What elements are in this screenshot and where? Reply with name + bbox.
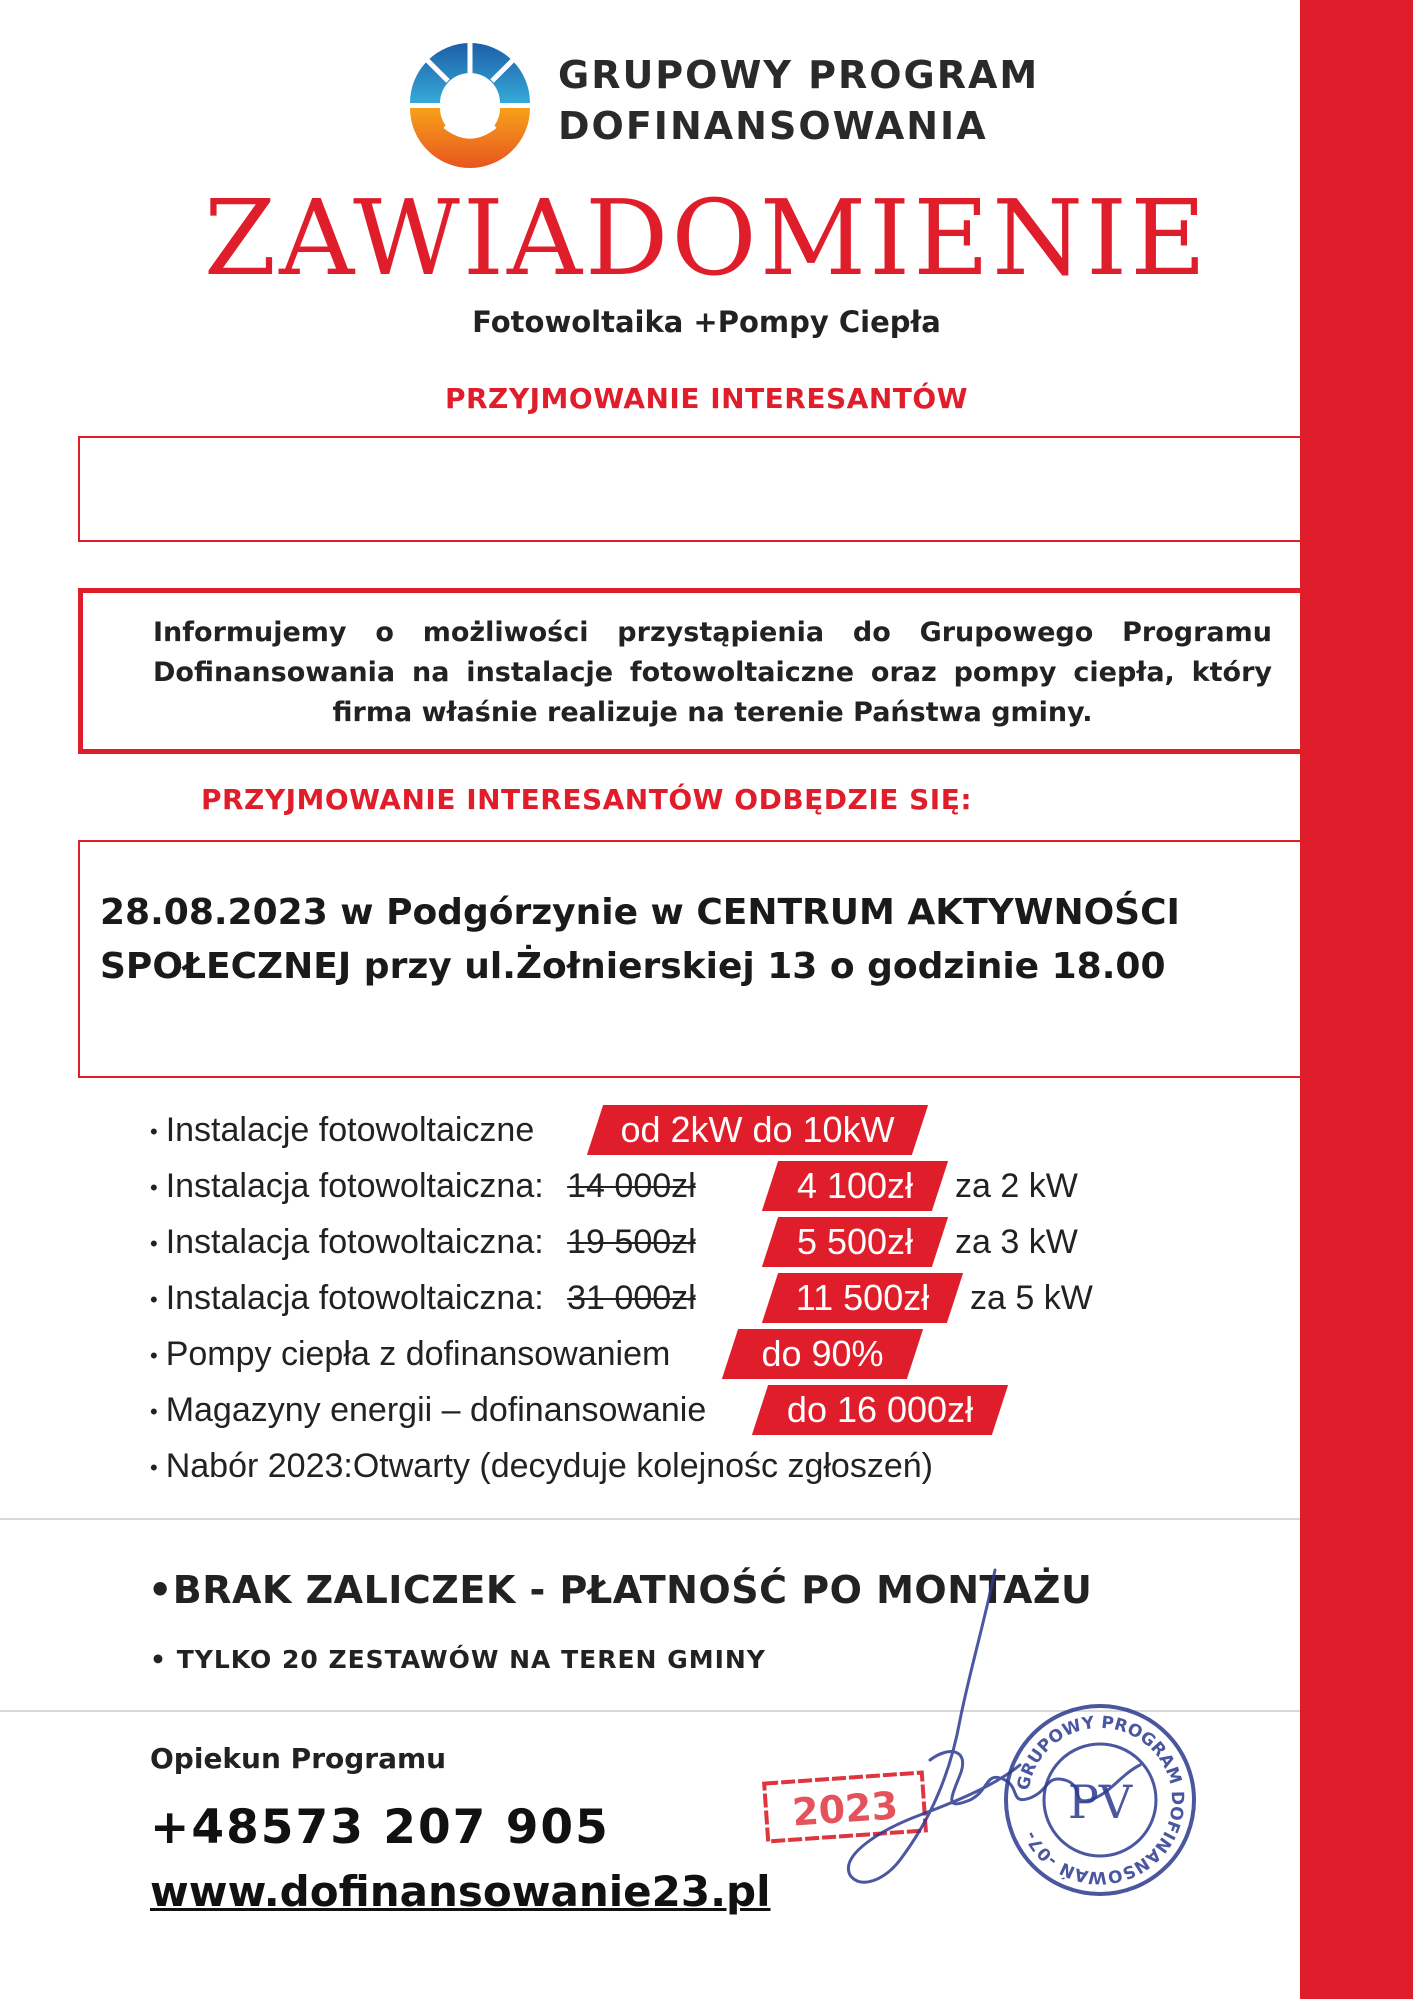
price-tag: 11 500zł xyxy=(762,1273,963,1323)
divider xyxy=(0,1518,1300,1520)
signature xyxy=(820,1560,1180,1900)
no-advance-note: •BRAK ZALICZEK - PŁATNOŚĆ PO MONTAŻU xyxy=(148,1568,1093,1612)
list-item: • Instalacja fotowoltaiczna: 19 500zł 5 500zł za 3 kW xyxy=(150,1217,696,1267)
event-box xyxy=(78,840,1302,1078)
list-item: • Instalacja fotowoltaiczna: 31 000zł 11 500zł za 5 kW xyxy=(150,1273,696,1323)
power-label: za 3 kW xyxy=(955,1223,1078,1261)
list-item-text: Magazyny energii – dofinansowanie xyxy=(165,1391,707,1429)
section-heading-event: PRZYJMOWANIE INTERESANTÓW ODBĘDZIE SIĘ: xyxy=(200,783,973,816)
contact-label: Opiekun Programu xyxy=(150,1742,447,1775)
price-tag: 5 500zł xyxy=(762,1217,948,1267)
right-red-bar xyxy=(1300,0,1413,1999)
power-label: za 2 kW xyxy=(955,1167,1078,1205)
section-heading-intake: PRZYJMOWANIE INTERESANTÓW xyxy=(444,382,969,415)
old-price: 14 000zł xyxy=(567,1167,696,1205)
brand-name xyxy=(558,50,1039,152)
old-price: 31 000zł xyxy=(567,1279,696,1317)
price-tag: 4 100zł xyxy=(762,1161,948,1211)
website-link[interactable]: www.dofinansowanie23.pl xyxy=(150,1867,771,1916)
price-tag: do 16 000zł xyxy=(752,1385,1008,1435)
brand-line-2: DOFINANSOWANIA xyxy=(558,104,988,148)
list-item-text: Instalacje fotowoltaiczne xyxy=(165,1111,535,1149)
info-box xyxy=(78,588,1302,754)
old-price: 19 500zł xyxy=(567,1223,696,1261)
page-title: ZAWIADOMIENIE xyxy=(203,177,1210,299)
list-item: • Instalacja fotowoltaiczna: 14 000zł 4 100zł za 2 kW xyxy=(150,1161,696,1211)
event-line-1: 28.08.2023 w Podgórzynie w CENTRUM AKTYWNOŚCI xyxy=(100,892,1180,933)
list-item-text: Instalacja fotowoltaiczna: xyxy=(165,1167,544,1205)
round-stamp-text: GRUPOWY PROGRAM DOFINANSOWAŃ -07- xyxy=(1013,1712,1188,1888)
list-item-text: Pompy ciepła z dofinansowaniem xyxy=(165,1335,671,1373)
price-tag: do 90% xyxy=(722,1329,923,1379)
contact-phone[interactable]: +48573 207 905 xyxy=(150,1800,610,1855)
list-item: • Pompy ciepła z dofinansowaniem do 90% xyxy=(150,1329,670,1379)
round-stamp-center: PV xyxy=(1067,1775,1133,1829)
page-subtitle: Fotowoltaika +Pompy Ciepła xyxy=(472,305,941,339)
brand-line-1: GRUPOWY PROGRAM xyxy=(558,53,1040,97)
list-item-text: Instalacja fotowoltaiczna: xyxy=(165,1279,544,1317)
list-item: • Instalacje fotowoltaiczne od 2kW do 10kW xyxy=(150,1105,534,1155)
power-label: za 5 kW xyxy=(970,1279,1093,1317)
list-item: • Magazyny energii – dofinansowanie do 16 000zł xyxy=(150,1385,706,1435)
program-logo xyxy=(405,38,535,168)
list-item-text: Nabór 2023:Otwarty (decyduje kolejnośc zgłoszeń) xyxy=(165,1447,933,1485)
event-line-2: SPOŁECZNEJ przy ul.Żołnierskiej 13 o godzinie 18.00 xyxy=(100,946,1166,987)
list-item: • Nabór 2023:Otwarty (decyduje kolejnośc zgłoszeń) xyxy=(150,1447,933,1485)
info-text: Informujemy o możliwości przystąpienia do Grupowego Programu Dofinansowania na instalacje fotowoltaiczne oraz pompy ciepła, który firma właśnie realizuje na terenie Państwa gminy. xyxy=(153,617,1272,728)
year-stamp-text: 2023 xyxy=(790,1783,900,1835)
event-details xyxy=(100,886,1262,994)
limit-note: • TYLKO 20 ZESTAWÓW NA TEREN GMINY xyxy=(150,1645,766,1674)
price-tag: od 2kW do 10kW xyxy=(587,1105,928,1155)
list-item-text: Instalacja fotowoltaiczna: xyxy=(165,1223,544,1261)
empty-frame xyxy=(78,436,1302,542)
